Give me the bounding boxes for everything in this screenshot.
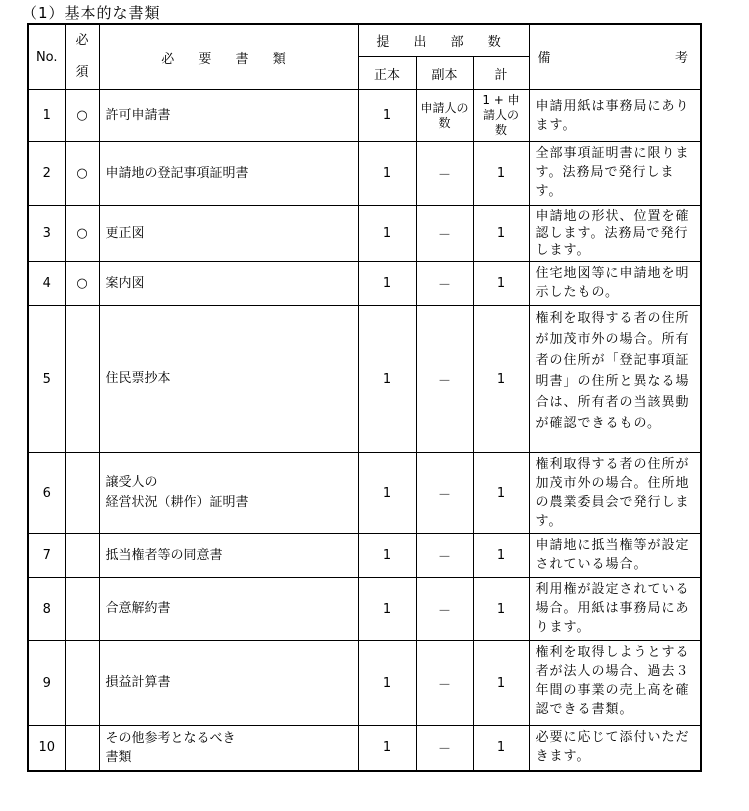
row-remarks: 必要に応じて添付いただきます。 bbox=[529, 726, 701, 771]
row-required bbox=[65, 453, 99, 534]
row-remarks: 全部事項証明書に限ります。法務局で発行します。 bbox=[529, 142, 701, 206]
section-heading: （1）基本的な書類 bbox=[22, 4, 161, 22]
row-duplicate: － bbox=[416, 726, 473, 771]
row-remarks: 利用権が設定されている場合。用紙は事務局にあります。 bbox=[529, 578, 701, 641]
row-no: 5 bbox=[28, 306, 65, 453]
header-remarks-b: 考 bbox=[675, 51, 689, 66]
table-row bbox=[28, 453, 701, 534]
row-document-name: 抵当権者等の同意書 bbox=[99, 534, 358, 578]
row-original: 1 bbox=[358, 726, 416, 771]
row-duplicate: － bbox=[416, 142, 473, 206]
row-required: ○ bbox=[65, 142, 99, 206]
row-total: 1 + 申請人の数 bbox=[473, 90, 529, 142]
header-documents: 必 要 書 類 bbox=[99, 24, 358, 90]
row-duplicate: － bbox=[416, 306, 473, 453]
row-document-name: 譲受人の 経営状況（耕作）証明書 bbox=[99, 453, 358, 534]
row-document-name: 申請地の登記事項証明書 bbox=[99, 142, 358, 206]
row-no: 1 bbox=[28, 90, 65, 142]
row-original: 1 bbox=[358, 262, 416, 306]
row-original: 1 bbox=[358, 641, 416, 726]
row-total: 1 bbox=[473, 578, 529, 641]
header-total: 計 bbox=[473, 57, 529, 90]
row-remarks: 権利取得する者の住所が加茂市外の場合。住所地の農業委員会で発行します。 bbox=[529, 453, 701, 534]
row-no: 4 bbox=[28, 262, 65, 306]
row-duplicate: － bbox=[416, 262, 473, 306]
table-row bbox=[28, 142, 701, 206]
table-row bbox=[28, 90, 701, 142]
header-duplicate: 副本 bbox=[416, 57, 473, 90]
row-duplicate: 申請人の数 bbox=[416, 90, 473, 142]
row-document-name: 住民票抄本 bbox=[99, 306, 358, 453]
table-row bbox=[28, 206, 701, 262]
row-no: 10 bbox=[28, 726, 65, 771]
table-row bbox=[28, 262, 701, 306]
header-no: No. bbox=[28, 24, 65, 90]
row-original: 1 bbox=[358, 306, 416, 453]
table-row bbox=[28, 726, 701, 771]
row-remarks: 申請地の形状、位置を確認します。法務局で発行します。 bbox=[529, 206, 701, 262]
row-required: ○ bbox=[65, 262, 99, 306]
header-copies: 提 出 部 数 bbox=[358, 24, 529, 57]
row-total: 1 bbox=[473, 262, 529, 306]
row-required bbox=[65, 534, 99, 578]
row-document-name: その他参考となるべき 書類 bbox=[99, 726, 358, 771]
row-total: 1 bbox=[473, 142, 529, 206]
row-no: 7 bbox=[28, 534, 65, 578]
row-remarks: 住宅地図等に申請地を明示したもの。 bbox=[529, 262, 701, 306]
row-original: 1 bbox=[358, 206, 416, 262]
row-duplicate: － bbox=[416, 578, 473, 641]
row-required: ○ bbox=[65, 90, 99, 142]
header-required bbox=[65, 24, 99, 90]
header-remarks bbox=[529, 24, 701, 90]
row-duplicate: － bbox=[416, 641, 473, 726]
row-original: 1 bbox=[358, 90, 416, 142]
row-duplicate: － bbox=[416, 453, 473, 534]
header-required-bottom: 須 bbox=[75, 65, 89, 80]
row-remarks: 権利を取得する者の住所が加茂市外の場合。所有者の住所が「登記事項証明書」の住所と異なる場合は、所有者の当該異動が確認できるもの。 bbox=[529, 306, 701, 453]
documents-table bbox=[27, 23, 702, 772]
row-remarks: 申請地に抵当権等が設定されている場合。 bbox=[529, 534, 701, 578]
row-duplicate: － bbox=[416, 206, 473, 262]
row-document-name: 案内図 bbox=[99, 262, 358, 306]
table-row bbox=[28, 641, 701, 726]
row-required: ○ bbox=[65, 206, 99, 262]
row-required bbox=[65, 578, 99, 641]
row-total: 1 bbox=[473, 306, 529, 453]
row-required bbox=[65, 726, 99, 771]
header-original: 正本 bbox=[358, 57, 416, 90]
row-remarks: 権利を取得しようとする者が法人の場合、過去３年間の事業の売上高を確認できる書類。 bbox=[529, 641, 701, 726]
row-document-name: 合意解約書 bbox=[99, 578, 358, 641]
row-total: 1 bbox=[473, 726, 529, 771]
row-original: 1 bbox=[358, 142, 416, 206]
row-no: 9 bbox=[28, 641, 65, 726]
header-required-top: 必 bbox=[75, 33, 89, 48]
row-no: 3 bbox=[28, 206, 65, 262]
row-total: 1 bbox=[473, 453, 529, 534]
row-total: 1 bbox=[473, 641, 529, 726]
row-total: 1 bbox=[473, 534, 529, 578]
header-remarks-a: 備 bbox=[537, 51, 551, 66]
row-duplicate: － bbox=[416, 534, 473, 578]
row-remarks: 申請用紙は事務局にあります。 bbox=[529, 90, 701, 142]
row-document-name: 許可申請書 bbox=[99, 90, 358, 142]
table-row bbox=[28, 534, 701, 578]
row-required bbox=[65, 641, 99, 726]
row-no: 8 bbox=[28, 578, 65, 641]
row-no: 6 bbox=[28, 453, 65, 534]
row-document-name: 更正図 bbox=[99, 206, 358, 262]
row-original: 1 bbox=[358, 534, 416, 578]
table-row bbox=[28, 306, 701, 453]
row-total: 1 bbox=[473, 206, 529, 262]
row-original: 1 bbox=[358, 453, 416, 534]
row-document-name: 損益計算書 bbox=[99, 641, 358, 726]
row-original: 1 bbox=[358, 578, 416, 641]
row-no: 2 bbox=[28, 142, 65, 206]
row-required bbox=[65, 306, 99, 453]
table-row bbox=[28, 578, 701, 641]
